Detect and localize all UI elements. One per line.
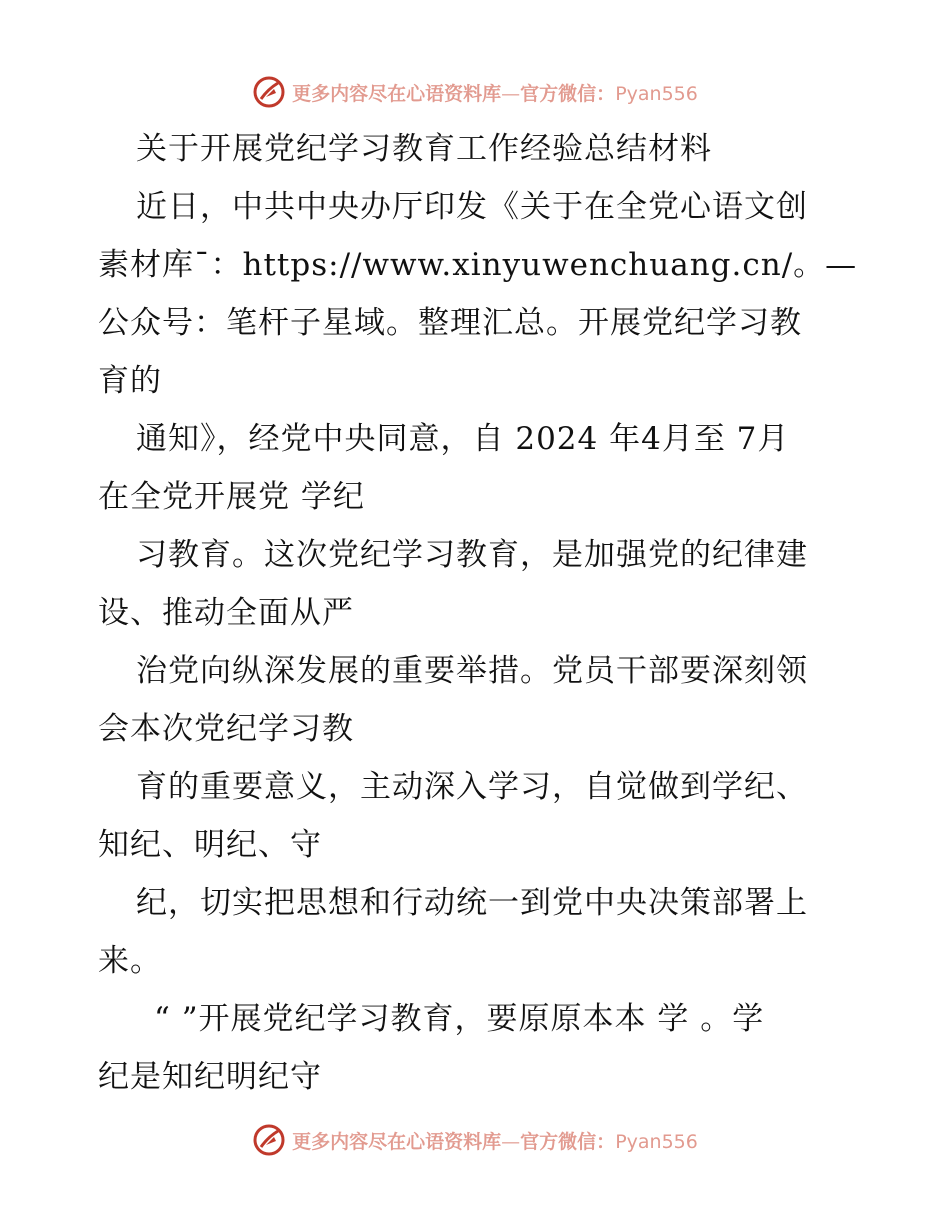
text-line: 习教育。这次党纪学习教育，是加强党的纪律建: [136, 537, 808, 573]
header-banner: [0, 72, 950, 112]
document-title: 关于开展党纪学习教育工作经验总结材料: [136, 131, 712, 167]
text-line: 育的: [98, 363, 162, 399]
banner-separator: —: [501, 82, 521, 105]
text-line: 纪是知纪明纪守: [98, 1059, 322, 1095]
text-line: 治党向纵深发展的重要举措。党员干部要深刻领: [136, 653, 808, 689]
document-body: [98, 120, 858, 1106]
footer-banner: [0, 1120, 950, 1160]
banner-brand: 更多内容尽在心语资料库: [292, 82, 502, 105]
banner-wechat-id: Pyan556: [615, 1130, 698, 1153]
banner-wechat-id: Pyan556: [615, 82, 698, 105]
text-line: 设、推动全面从严: [98, 595, 354, 631]
brush-logo-icon: [252, 1123, 286, 1157]
text-line: 在全党开展党 学纪: [98, 479, 365, 515]
text-line: 通知》，经党中央同意，自 2024 年4月至 7月: [136, 421, 790, 457]
banner-text: [292, 79, 698, 106]
text-line: 来。: [98, 943, 162, 979]
text-line: “ ”开展党纪学习教育，要原原本本 学 。学: [154, 1001, 765, 1037]
banner-wechat-label: 官方微信：: [520, 82, 616, 105]
banner-text: [292, 1127, 698, 1154]
banner-wechat-label: 官方微信：: [520, 1130, 616, 1153]
text-line: 知纪、明纪、守: [98, 827, 322, 863]
banner-brand: 更多内容尽在心语资料库: [292, 1130, 502, 1153]
text-line: 公众号：笔杆子星域。整理汇总。开展党纪学习教: [98, 305, 802, 341]
text-line: 会本次党纪学习教: [98, 711, 354, 747]
text-line: 育的重要意义，主动深入学习，自觉做到学纪、: [136, 769, 808, 805]
text-line: 素材库¯：https://www.xinyuwenchuang.cn/。—: [98, 247, 858, 283]
brush-logo-icon: [252, 75, 286, 109]
text-line: 近日，中共中央办厅印发《关于在全党心语文创: [136, 189, 808, 225]
banner-separator: —: [501, 1130, 521, 1153]
text-line: 纪，切实把思想和行动统一到党中央决策部署上: [136, 885, 808, 921]
